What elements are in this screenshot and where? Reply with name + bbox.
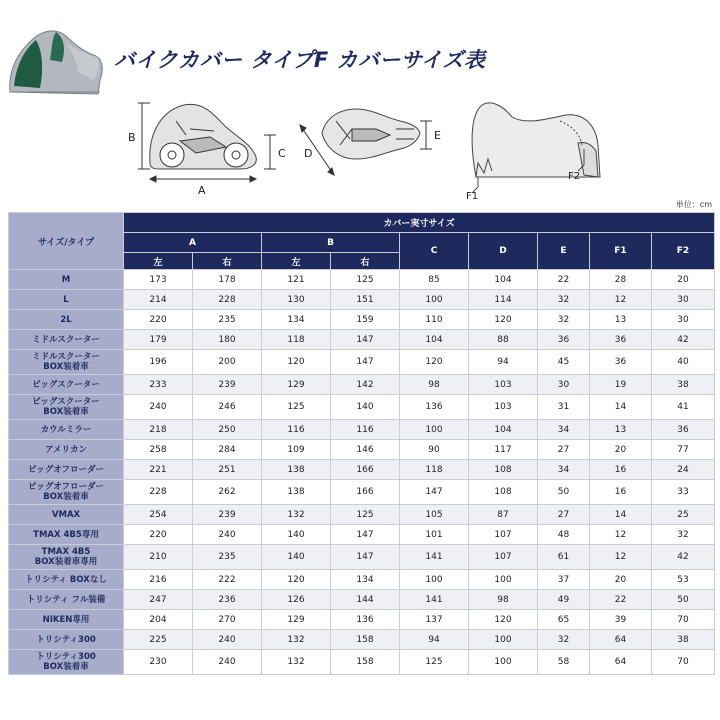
cell-d: 108 (469, 460, 538, 480)
cell-e: 27 (538, 505, 590, 525)
table-row (9, 505, 715, 525)
row-label-line1: TMAX 4B5専用 (33, 529, 99, 540)
cell-b-l: 120 (262, 350, 331, 375)
row-label-line1: アメリカン (45, 444, 87, 455)
cell-b-l: 109 (262, 440, 331, 460)
cell-a-r: 239 (193, 375, 262, 395)
cell-c: 104 (400, 330, 469, 350)
table-row (9, 630, 715, 650)
cell-b-l: 138 (262, 480, 331, 505)
row-label-line1: L (63, 294, 69, 305)
row-label (9, 590, 124, 610)
cell-c: 100 (400, 570, 469, 590)
table-row (9, 420, 715, 440)
cell-b-r: 125 (331, 270, 400, 290)
cell-a-l: 230 (124, 650, 193, 675)
cell-c: 120 (400, 350, 469, 375)
row-label (9, 525, 124, 545)
cell-d: 104 (469, 270, 538, 290)
col-header-c: C (400, 233, 469, 270)
cell-c: 118 (400, 460, 469, 480)
cell-a-r: 270 (193, 610, 262, 630)
row-label (9, 505, 124, 525)
cell-b-r: 140 (331, 395, 400, 420)
cell-f2: 70 (652, 610, 715, 630)
cell-f1: 64 (590, 630, 652, 650)
cell-b-l: 140 (262, 525, 331, 545)
page-title: バイクカバー タイプF カバーサイズ表 (114, 48, 486, 72)
cell-b-l: 120 (262, 570, 331, 590)
cell-e: 61 (538, 545, 590, 570)
row-label (9, 270, 124, 290)
cell-e: 27 (538, 440, 590, 460)
cell-f1: 64 (590, 650, 652, 675)
row-label-line1: ビッグオフローダー (28, 464, 104, 475)
cell-b-r: 147 (331, 525, 400, 545)
cell-f2: 30 (652, 310, 715, 330)
table-row (9, 440, 715, 460)
row-label-line1: トリシティ フル装備 (26, 594, 106, 605)
row-label-line1: 2L (60, 314, 72, 325)
cell-b-r: 166 (331, 480, 400, 505)
cell-b-r: 144 (331, 590, 400, 610)
row-label (9, 375, 124, 395)
row-label-line2: BOX装着車 (43, 362, 89, 372)
cell-e: 49 (538, 590, 590, 610)
cell-e: 30 (538, 375, 590, 395)
col-header-d: D (469, 233, 538, 270)
row-label (9, 460, 124, 480)
cell-a-r: 240 (193, 525, 262, 545)
cell-d: 104 (469, 420, 538, 440)
cell-a-l: 258 (124, 440, 193, 460)
cell-f1: 39 (590, 610, 652, 630)
table-row (9, 395, 715, 420)
cell-e: 37 (538, 570, 590, 590)
cell-b-r: 147 (331, 545, 400, 570)
cell-a-l: 216 (124, 570, 193, 590)
cell-a-r: 262 (193, 480, 262, 505)
cell-b-l: 132 (262, 505, 331, 525)
cell-b-l: 132 (262, 650, 331, 675)
cell-b-r: 159 (331, 310, 400, 330)
row-label-line2: BOX装着車 (43, 492, 89, 502)
cell-f2: 38 (652, 630, 715, 650)
col-header-b: B (262, 233, 400, 253)
row-label (9, 630, 124, 650)
dim-label-f2: F2 (568, 171, 581, 182)
cell-d: 114 (469, 290, 538, 310)
row-label (9, 290, 124, 310)
cell-a-r: 240 (193, 650, 262, 675)
cell-a-l: 196 (124, 350, 193, 375)
cell-f2: 20 (652, 270, 715, 290)
cell-a-l: 228 (124, 480, 193, 505)
cell-f2: 77 (652, 440, 715, 460)
group-header: カバー実寸サイズ (124, 213, 715, 233)
cell-b-r: 147 (331, 350, 400, 375)
col-header-b-left: 左 (262, 253, 331, 270)
cell-e: 34 (538, 420, 590, 440)
cell-f1: 16 (590, 460, 652, 480)
cell-e: 31 (538, 395, 590, 420)
cell-f1: 36 (590, 350, 652, 375)
cell-b-l: 130 (262, 290, 331, 310)
cell-b-r: 166 (331, 460, 400, 480)
row-label-line1: ビッグスクーター (32, 397, 100, 407)
table-row (9, 570, 715, 590)
row-label (9, 545, 124, 570)
cell-e: 22 (538, 270, 590, 290)
cell-f2: 36 (652, 420, 715, 440)
col-header-a-right: 右 (193, 253, 262, 270)
cell-f2: 50 (652, 590, 715, 610)
cell-e: 36 (538, 330, 590, 350)
cell-a-r: 284 (193, 440, 262, 460)
cell-f1: 12 (590, 545, 652, 570)
row-label (9, 650, 124, 675)
table-row (9, 590, 715, 610)
cell-b-r: 146 (331, 440, 400, 460)
cell-a-r: 251 (193, 460, 262, 480)
cell-b-l: 121 (262, 270, 331, 290)
cell-d: 98 (469, 590, 538, 610)
cell-b-l: 126 (262, 590, 331, 610)
cell-f1: 13 (590, 310, 652, 330)
dim-label-d: D (304, 147, 313, 160)
cell-a-l: 210 (124, 545, 193, 570)
col-header-b-right: 右 (331, 253, 400, 270)
row-label (9, 420, 124, 440)
row-label-line1: トリシティ BOXなし (25, 574, 107, 585)
cell-a-r: 228 (193, 290, 262, 310)
row-label (9, 570, 124, 590)
row-label (9, 480, 124, 505)
cell-a-r: 180 (193, 330, 262, 350)
cell-b-r: 134 (331, 570, 400, 590)
row-label-line1: ビッグオフローダー (28, 482, 104, 492)
cell-a-l: 173 (124, 270, 193, 290)
cell-d: 103 (469, 395, 538, 420)
cell-b-l: 132 (262, 630, 331, 650)
row-label-line1: VMAX (51, 509, 81, 520)
cell-c: 136 (400, 395, 469, 420)
cell-d: 103 (469, 375, 538, 395)
cell-b-r: 147 (331, 330, 400, 350)
table-row (9, 610, 715, 630)
cell-a-l: 220 (124, 310, 193, 330)
dim-label-c: C (278, 147, 286, 160)
row-label-line1: ビッグスクーター (32, 379, 100, 390)
cell-d: 100 (469, 650, 538, 675)
cell-b-l: 138 (262, 460, 331, 480)
cell-b-r: 151 (331, 290, 400, 310)
table-row (9, 310, 715, 330)
cell-f2: 25 (652, 505, 715, 525)
cell-b-r: 136 (331, 610, 400, 630)
cell-e: 65 (538, 610, 590, 630)
row-label-line1: トリシティ300 (36, 652, 96, 662)
row-label-line1: ミドルスクーター (32, 352, 100, 362)
cell-f2: 42 (652, 545, 715, 570)
cover-view-diagram (472, 103, 600, 193)
cell-c: 125 (400, 650, 469, 675)
row-label (9, 440, 124, 460)
cell-b-r: 116 (331, 420, 400, 440)
cell-c: 94 (400, 630, 469, 650)
cell-c: 137 (400, 610, 469, 630)
row-label (9, 350, 124, 375)
row-label-line2: BOX装着車専用 (34, 557, 98, 567)
row-label-line1: M (61, 274, 71, 285)
col-header-e: E (538, 233, 590, 270)
cell-f1: 19 (590, 375, 652, 395)
cell-a-r: 178 (193, 270, 262, 290)
dim-label-b: B (128, 131, 136, 144)
cell-c: 141 (400, 590, 469, 610)
cell-a-r: 239 (193, 505, 262, 525)
cell-c: 100 (400, 420, 469, 440)
cell-e: 50 (538, 480, 590, 505)
cell-a-l: 233 (124, 375, 193, 395)
cell-b-l: 129 (262, 610, 331, 630)
col-header-f2: F2 (652, 233, 715, 270)
cell-f2: 70 (652, 650, 715, 675)
unit-label: 単位：cm (675, 200, 712, 209)
cell-e: 32 (538, 630, 590, 650)
cell-c: 147 (400, 480, 469, 505)
cell-f1: 12 (590, 525, 652, 545)
row-label-line1: トリシティ300 (36, 634, 96, 645)
cell-f1: 13 (590, 420, 652, 440)
cell-e: 45 (538, 350, 590, 375)
cell-d: 120 (469, 610, 538, 630)
cell-f2: 41 (652, 395, 715, 420)
cell-a-r: 240 (193, 630, 262, 650)
cell-f1: 28 (590, 270, 652, 290)
header (0, 0, 720, 95)
cell-c: 85 (400, 270, 469, 290)
table-row (9, 375, 715, 395)
cell-a-l: 221 (124, 460, 193, 480)
cell-a-r: 222 (193, 570, 262, 590)
cell-b-l: 134 (262, 310, 331, 330)
cell-f2: 38 (652, 375, 715, 395)
cell-a-l: 254 (124, 505, 193, 525)
cell-c: 100 (400, 290, 469, 310)
cell-c: 141 (400, 545, 469, 570)
table-row (9, 545, 715, 570)
cell-f2: 42 (652, 330, 715, 350)
table-row (9, 480, 715, 505)
cell-c: 105 (400, 505, 469, 525)
top-view-diagram (300, 109, 432, 175)
side-view-diagram (138, 103, 276, 182)
row-label-line2: BOX装着車 (43, 407, 89, 417)
dimension-diagrams (0, 95, 720, 205)
table-row (9, 350, 715, 375)
table-row (9, 650, 715, 675)
cell-b-r: 158 (331, 650, 400, 675)
row-label-line1: カウルミラー (40, 424, 92, 435)
cell-f1: 14 (590, 505, 652, 525)
cell-f1: 22 (590, 590, 652, 610)
cell-a-l: 179 (124, 330, 193, 350)
size-table (8, 212, 715, 675)
cell-a-r: 235 (193, 545, 262, 570)
dim-label-f1: F1 (466, 191, 479, 202)
cell-f1: 20 (590, 440, 652, 460)
cell-e: 32 (538, 290, 590, 310)
cell-a-r: 250 (193, 420, 262, 440)
cell-d: 107 (469, 525, 538, 545)
cell-b-l: 116 (262, 420, 331, 440)
cell-b-r: 125 (331, 505, 400, 525)
cell-e: 34 (538, 460, 590, 480)
table-row (9, 460, 715, 480)
cell-a-l: 220 (124, 525, 193, 545)
cell-a-r: 200 (193, 350, 262, 375)
cell-d: 94 (469, 350, 538, 375)
cell-b-r: 158 (331, 630, 400, 650)
cell-a-l: 204 (124, 610, 193, 630)
cell-e: 32 (538, 310, 590, 330)
table-row (9, 525, 715, 545)
cell-d: 87 (469, 505, 538, 525)
cell-a-r: 246 (193, 395, 262, 420)
cell-c: 110 (400, 310, 469, 330)
cell-f1: 16 (590, 480, 652, 505)
size-type-header: サイズ/タイプ (9, 213, 124, 270)
cell-f2: 30 (652, 290, 715, 310)
cell-f2: 24 (652, 460, 715, 480)
cell-a-l: 218 (124, 420, 193, 440)
cell-d: 100 (469, 570, 538, 590)
cell-d: 117 (469, 440, 538, 460)
cell-a-l: 247 (124, 590, 193, 610)
row-label-line1: TMAX 4B5 (41, 547, 91, 557)
cell-f2: 32 (652, 525, 715, 545)
cell-b-l: 129 (262, 375, 331, 395)
row-label-line2: BOX装着車 (43, 662, 89, 672)
cell-f1: 12 (590, 290, 652, 310)
cell-f2: 53 (652, 570, 715, 590)
row-label-line1: NIKEN専用 (42, 614, 90, 625)
cell-a-l: 225 (124, 630, 193, 650)
cell-b-l: 140 (262, 545, 331, 570)
col-header-a-left: 左 (124, 253, 193, 270)
cell-d: 88 (469, 330, 538, 350)
cell-d: 107 (469, 545, 538, 570)
cell-e: 48 (538, 525, 590, 545)
row-label (9, 395, 124, 420)
row-label (9, 310, 124, 330)
table-row (9, 270, 715, 290)
cell-d: 108 (469, 480, 538, 505)
row-label-line1: ミドルスクーター (32, 334, 100, 345)
cell-e: 58 (538, 650, 590, 675)
bike-cover-icon (4, 22, 106, 98)
cell-b-r: 142 (331, 375, 400, 395)
cell-a-r: 235 (193, 310, 262, 330)
cell-b-l: 118 (262, 330, 331, 350)
dim-label-e: E (434, 129, 441, 142)
cell-f2: 40 (652, 350, 715, 375)
dim-label-a: A (198, 184, 206, 197)
cell-c: 90 (400, 440, 469, 460)
table-row (9, 330, 715, 350)
cell-c: 101 (400, 525, 469, 545)
cell-d: 100 (469, 630, 538, 650)
cell-a-l: 214 (124, 290, 193, 310)
cell-f1: 36 (590, 330, 652, 350)
row-label (9, 330, 124, 350)
table-row (9, 290, 715, 310)
cell-b-l: 125 (262, 395, 331, 420)
cell-f1: 20 (590, 570, 652, 590)
cell-f2: 33 (652, 480, 715, 505)
cell-a-r: 236 (193, 590, 262, 610)
cell-c: 98 (400, 375, 469, 395)
col-header-f1: F1 (590, 233, 652, 270)
row-label (9, 610, 124, 630)
cell-d: 120 (469, 310, 538, 330)
col-header-a: A (124, 233, 262, 253)
cell-f1: 14 (590, 395, 652, 420)
cell-a-l: 240 (124, 395, 193, 420)
